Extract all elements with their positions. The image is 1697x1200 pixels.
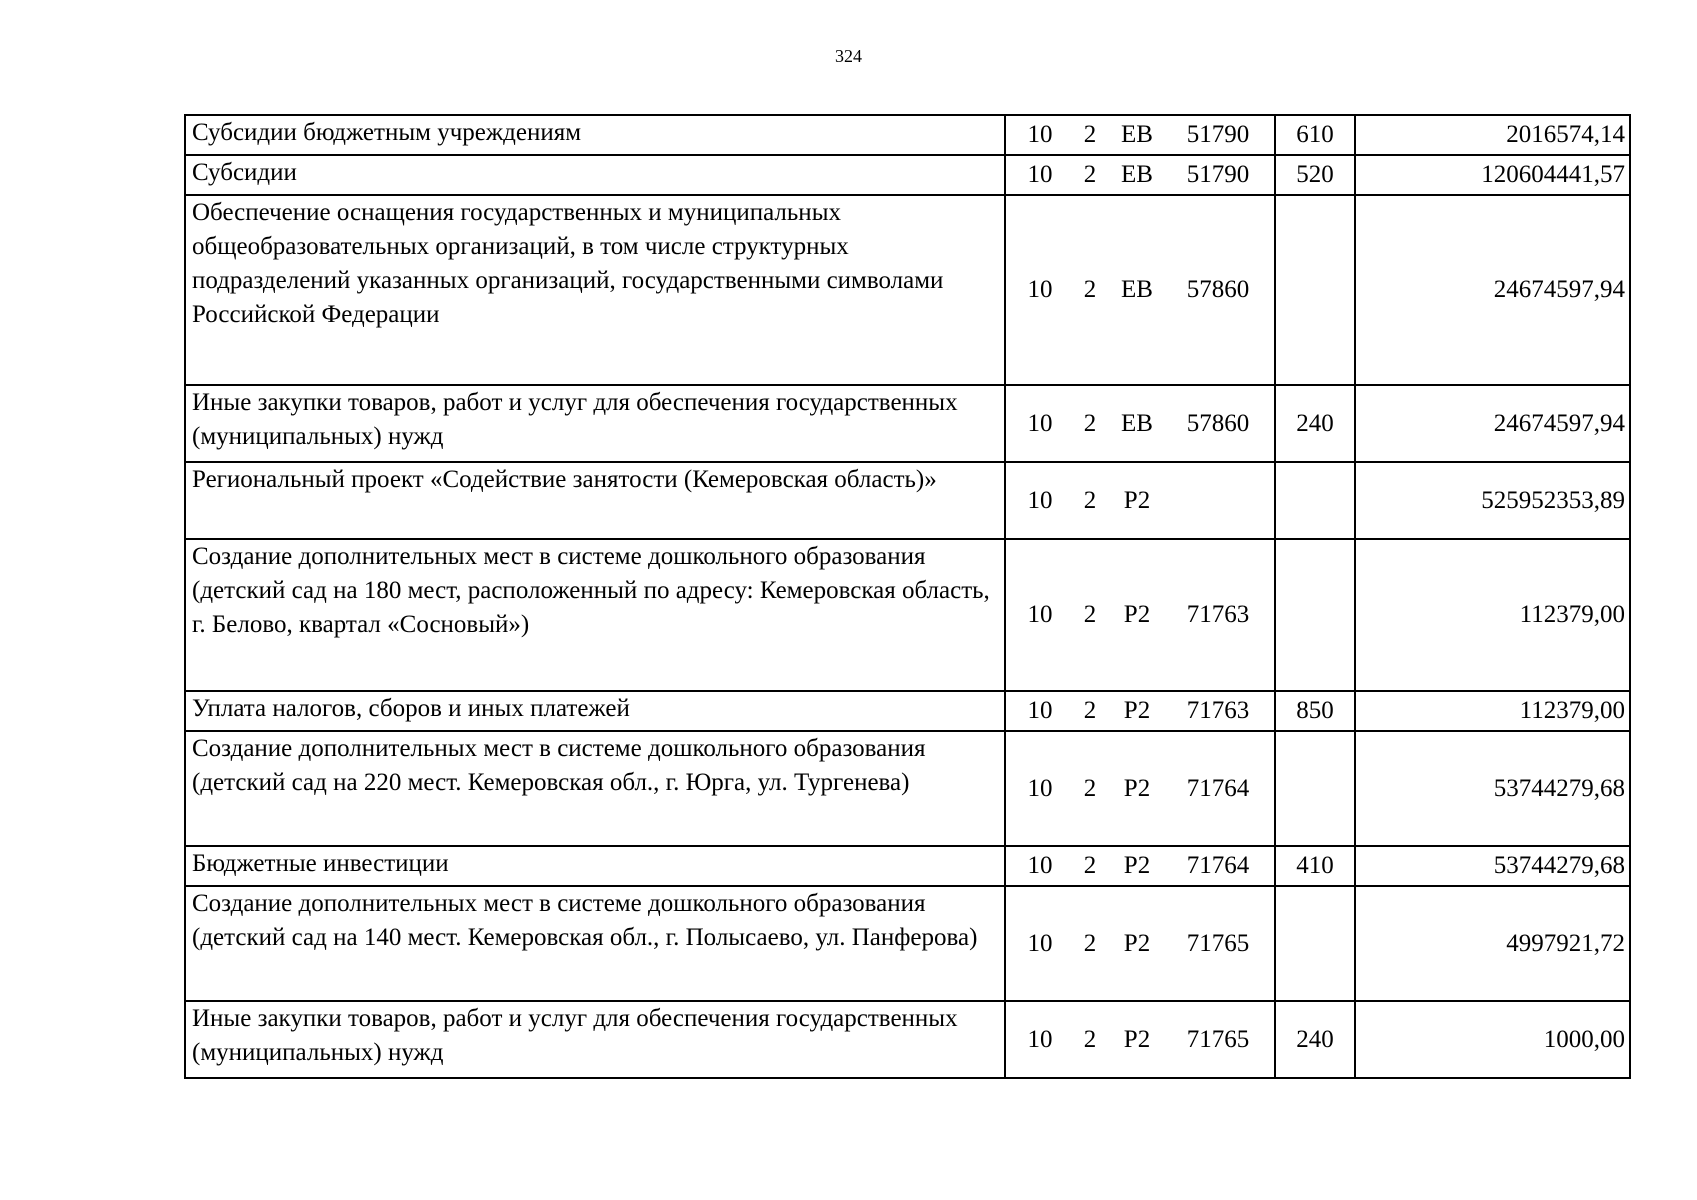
expense-type-code: 850: [1275, 691, 1355, 731]
amount: 24674597,94: [1355, 195, 1630, 385]
row-name: Создание дополнительных мест в системе дошкольного образования (детский сад на 180 мест, расположенный по адресу: Кемеровская область, г. Белово, квартал «Сосновый»): [185, 539, 1005, 691]
section-code: 10: [1027, 161, 1053, 188]
subsection-code: 2: [1083, 852, 1097, 879]
row-name: Субсидии бюджетным учреждениям: [185, 115, 1005, 155]
subsection-code: 2: [1083, 121, 1097, 148]
table-row: [185, 731, 1630, 846]
classification-code: [1005, 846, 1275, 886]
amount: 112379,00: [1355, 691, 1630, 731]
subsection-code: 2: [1083, 929, 1097, 957]
expense-type-code: [1275, 195, 1355, 385]
section-code: 10: [1027, 409, 1053, 437]
program-code: Р2: [1123, 601, 1151, 628]
section-code: 10: [1027, 929, 1053, 957]
row-name: Создание дополнительных мест в системе дошкольного образования (детский сад на 220 мест. Кемеровская обл., г. Юрга, ул. Тургенева): [185, 731, 1005, 846]
section-code: 10: [1027, 852, 1053, 879]
row-name: Обеспечение оснащения государственных и муниципальных общеобразовательных организаций, в том числе структурных подразделений указанных организаций, государственными символами Российской Федерации: [185, 195, 1005, 385]
page-number: 324: [835, 46, 862, 66]
expense-type-code: 410: [1275, 846, 1355, 886]
classification-code: [1005, 195, 1275, 385]
classification-code: [1005, 1001, 1275, 1078]
amount: 4997921,72: [1355, 886, 1630, 1001]
expense-type-code: 610: [1275, 115, 1355, 155]
budget-table: [184, 114, 1631, 1079]
expense-type-code: 520: [1275, 155, 1355, 195]
subsection-code: 2: [1083, 1025, 1097, 1053]
program-code: Р2: [1123, 929, 1151, 957]
target-code: 71763: [1186, 601, 1250, 628]
target-code: 71765: [1186, 1025, 1250, 1053]
table-row: [185, 1001, 1630, 1078]
program-code: ЕВ: [1121, 121, 1153, 148]
row-name: Региональный проект «Содействие занятости (Кемеровская область)»: [185, 462, 1005, 539]
row-name: Уплата налогов, сборов и иных платежей: [185, 691, 1005, 731]
target-code: 51790: [1186, 121, 1250, 148]
subsection-code: 2: [1083, 486, 1097, 514]
table-row: [185, 539, 1630, 691]
subsection-code: 2: [1083, 409, 1097, 437]
target-code: 57860: [1186, 409, 1250, 437]
section-code: 10: [1027, 697, 1053, 724]
program-code: ЕВ: [1121, 161, 1153, 188]
table-row: [185, 385, 1630, 462]
program-code: ЕВ: [1121, 276, 1153, 303]
classification-code: [1005, 385, 1275, 462]
section-code: 10: [1027, 486, 1053, 514]
section-code: 10: [1027, 774, 1053, 802]
table-row: [185, 462, 1630, 539]
section-code: 10: [1027, 121, 1053, 148]
classification-code: [1005, 155, 1275, 195]
classification-code: [1005, 115, 1275, 155]
target-code: 71765: [1186, 929, 1250, 957]
table-row: [185, 691, 1630, 731]
target-code: 57860: [1186, 276, 1250, 303]
amount: 112379,00: [1355, 539, 1630, 691]
subsection-code: 2: [1083, 601, 1097, 628]
amount: 53744279,68: [1355, 731, 1630, 846]
target-code: 51790: [1186, 161, 1250, 188]
target-code: 71763: [1186, 697, 1250, 724]
amount: 24674597,94: [1355, 385, 1630, 462]
program-code: Р2: [1123, 1025, 1151, 1053]
section-code: 10: [1027, 1025, 1053, 1053]
classification-code: [1005, 886, 1275, 1001]
program-code: Р2: [1123, 486, 1151, 514]
program-code: Р2: [1123, 852, 1151, 879]
row-name: Субсидии: [185, 155, 1005, 195]
section-code: 10: [1027, 601, 1053, 628]
program-code: ЕВ: [1121, 409, 1153, 437]
expense-type-code: 240: [1275, 1001, 1355, 1078]
classification-code: [1005, 462, 1275, 539]
table-row: [185, 115, 1630, 155]
expense-type-code: 240: [1275, 385, 1355, 462]
expense-type-code: [1275, 886, 1355, 1001]
program-code: Р2: [1123, 697, 1151, 724]
target-code: 71764: [1186, 774, 1250, 802]
expense-type-code: [1275, 539, 1355, 691]
target-code: 71764: [1186, 852, 1250, 879]
table-row: [185, 886, 1630, 1001]
amount: 53744279,68: [1355, 846, 1630, 886]
classification-code: [1005, 691, 1275, 731]
row-name: Иные закупки товаров, работ и услуг для обеспечения государственных (муниципальных) нужд: [185, 1001, 1005, 1078]
table-row: [185, 195, 1630, 385]
subsection-code: 2: [1083, 161, 1097, 188]
amount: 2016574,14: [1355, 115, 1630, 155]
row-name: Создание дополнительных мест в системе дошкольного образования (детский сад на 140 мест. Кемеровская обл., г. Полысаево, ул. Панферова): [185, 886, 1005, 1001]
subsection-code: 2: [1083, 276, 1097, 303]
table-row: [185, 846, 1630, 886]
subsection-code: 2: [1083, 774, 1097, 802]
expense-type-code: [1275, 731, 1355, 846]
program-code: Р2: [1123, 774, 1151, 802]
subsection-code: 2: [1083, 697, 1097, 724]
table-row: [185, 155, 1630, 195]
classification-code: [1005, 731, 1275, 846]
expense-type-code: [1275, 462, 1355, 539]
amount: 120604441,57: [1355, 155, 1630, 195]
amount: 1000,00: [1355, 1001, 1630, 1078]
section-code: 10: [1027, 276, 1053, 303]
row-name: Бюджетные инвестиции: [185, 846, 1005, 886]
classification-code: [1005, 539, 1275, 691]
row-name: Иные закупки товаров, работ и услуг для обеспечения государственных (муниципальных) нужд: [185, 385, 1005, 462]
amount: 525952353,89: [1355, 462, 1630, 539]
